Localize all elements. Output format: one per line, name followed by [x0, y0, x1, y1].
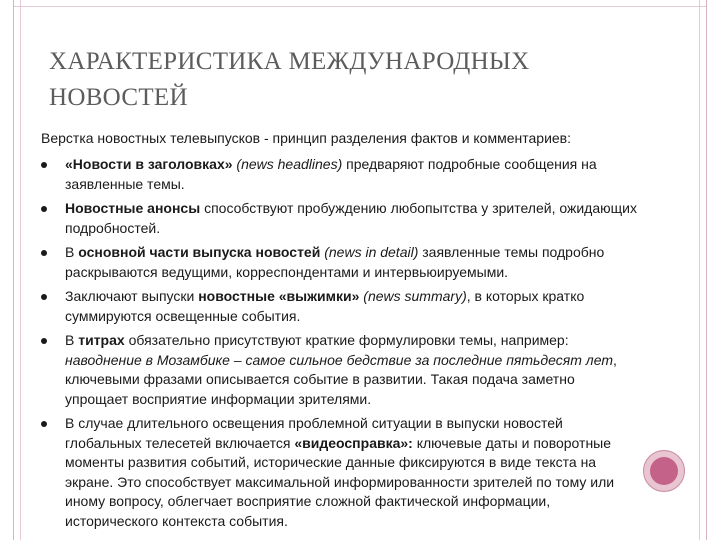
decorative-circle-icon — [643, 450, 685, 492]
list-item: В случае длительного освещения проблемной ситуации в выпуски новостей глобальных телесетей включается «видеосправка»: ключевые даты и поворотные моменты развития событий, исторические данные фиксируются в виде текста на экране. Это способствует максимальной информированности зрителей по тому или иному вопросу, облегчает восприятие сложной фактической информации, исторического контекста события. — [41, 414, 641, 531]
bullet-icon — [41, 250, 47, 256]
bullet-icon — [41, 338, 47, 344]
bullet-icon — [41, 294, 47, 300]
list-item: В основной части выпуска новостей (news in detail) заявленные темы подробно раскрываются ведущими, корреспондентами и интервьюируемыми. — [41, 243, 641, 282]
slide-title: ХАРАКТЕРИСТИКА МЕЖДУНАРОДНЫХ НОВОСТЕЙ — [49, 48, 530, 111]
bullet-list — [41, 155, 641, 536]
bullet-icon — [41, 162, 47, 168]
list-item: «Новости в заголовках» (news headlines) предваряют подробные сообщения на заявленные темы. — [41, 155, 641, 194]
list-item: Заключают выпуски новостные «выжимки» (news summary), в которых кратко суммируются освещенные события. — [41, 287, 641, 326]
bullet-icon — [41, 421, 47, 427]
intro-text: Верстка новостных телевыпусков - принцип разделения фактов и комментариев: — [41, 130, 571, 146]
list-item: В титрах обязательно присутствуют краткие формулировки темы, например: наводнение в Мозамбике – самое сильное бедствие за последние пятьдесят лет, ключевыми фразами описывается событие в развитии. Такая подача заметно упрощает восприятие информации зрителями. — [41, 331, 641, 409]
bullet-icon — [41, 206, 47, 212]
list-item: Новостные анонсы способствуют пробуждению любопытства у зрителей, ожидающих подробностей. — [41, 199, 641, 238]
